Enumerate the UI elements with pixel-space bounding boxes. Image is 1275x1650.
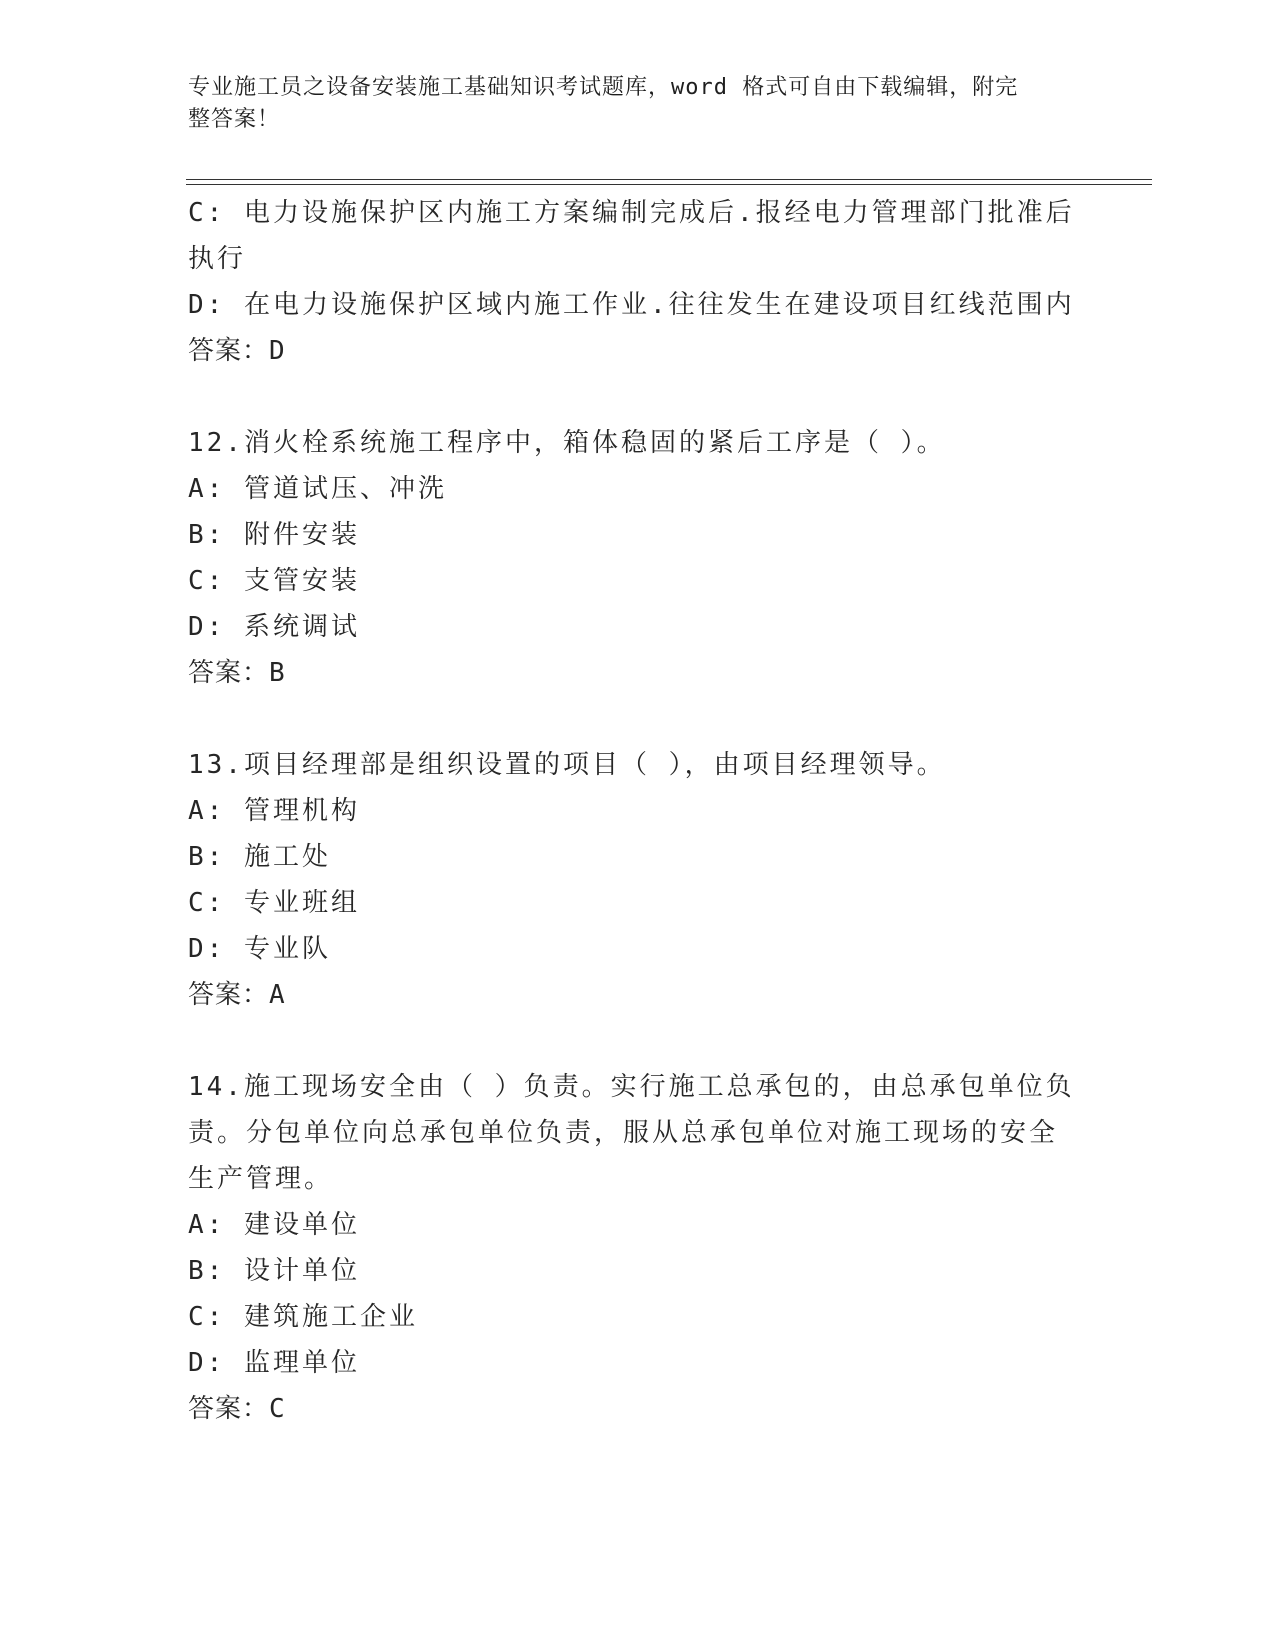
answer-label: 答案：B [188,658,286,688]
option-d: D: 系统调试 [188,612,360,642]
spacer [188,374,1068,420]
question-13 [188,742,1068,1018]
question-12 [188,420,1068,696]
option-a: A: 建设单位 [188,1210,360,1240]
question-text: 12.消火栓系统施工程序中，箱体稳固的紧后工序是（ ）。 [188,428,946,458]
option-c: C: 专业班组 [188,888,360,918]
header-title-line-2: 整答案！ [188,107,281,132]
header-title-line-1: 专业施工员之设备安装施工基础知识考试题库，word 格式可自由下载编辑，附完 [188,75,1019,100]
question-text-line-3: 生产管理。 [188,1164,334,1194]
option-c: C: 电力设施保护区内施工方案编制完成后.报经电力管理部门批准后 [188,198,1075,228]
answer-label: 答案：D [188,336,286,366]
option-a: A: 管理机构 [188,796,360,826]
option-d: D: 监理单位 [188,1348,360,1378]
option-b: B: 施工处 [188,842,331,872]
question-14 [188,1064,1075,1432]
header-divider-bottom [186,184,1152,185]
option-c: C: 建筑施工企业 [188,1302,418,1332]
option-c: C: 支管安装 [188,566,360,596]
spacer [188,696,1068,742]
document-header [188,72,1068,136]
spacer [188,1018,1068,1064]
answer-label: 答案：C [188,1394,286,1424]
option-a: A: 管道试压、冲洗 [188,474,447,504]
question-text-line-1: 14.施工现场安全由（ ）负责。实行施工总承包的，由总承包单位负 [188,1072,1075,1102]
question-text-line-2: 责。分包单位向总承包单位负责，服从总承包单位对施工现场的安全 [188,1118,1059,1148]
option-b: B: 设计单位 [188,1256,360,1286]
header-divider-top [186,179,1152,180]
question-text: 13.项目经理部是组织设置的项目（ ），由项目经理领导。 [188,750,946,780]
option-d: D: 在电力设施保护区域内施工作业.往往发生在建设项目红线范围内 [188,290,1075,320]
option-c-continuation: 执行 [188,244,247,274]
answer-label: 答案：A [188,980,286,1010]
question-list [188,190,1075,1432]
option-d: D: 专业队 [188,934,331,964]
option-b: B: 附件安装 [188,520,360,550]
question-11-continued [188,190,1075,374]
